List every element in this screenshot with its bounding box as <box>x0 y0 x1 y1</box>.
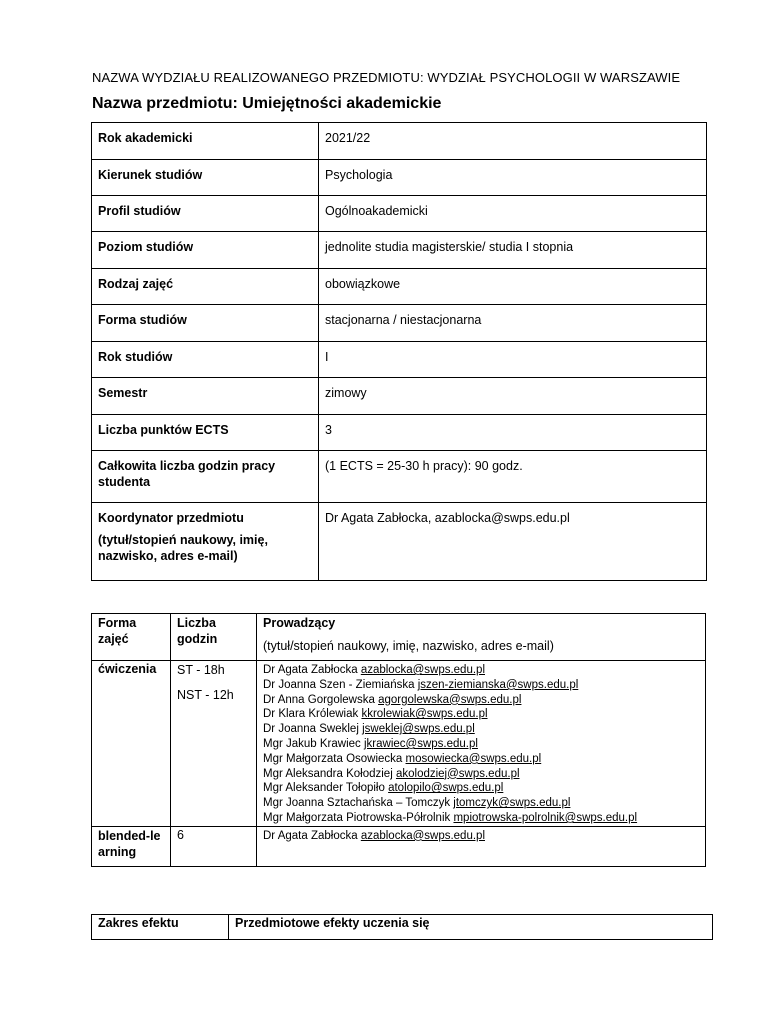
info-row <box>92 123 707 160</box>
table-row <box>92 826 706 866</box>
info-value: 3 <box>319 415 707 451</box>
info-row <box>92 415 707 451</box>
col-header-scope: Zakres efektu <box>92 915 229 940</box>
hours-cell <box>171 661 257 827</box>
info-row <box>92 196 707 232</box>
teacher-entry <box>263 829 699 844</box>
teacher-email-link[interactable]: agorgolewska@swps.edu.pl <box>378 693 522 706</box>
teacher-email-link[interactable]: atolopilo@swps.edu.pl <box>388 782 504 795</box>
teacher-email-link[interactable]: jtomczyk@swps.edu.pl <box>453 797 571 810</box>
teacher-email-link[interactable]: azablocka@swps.edu.pl <box>360 664 485 676</box>
teacher-entry <box>263 663 699 678</box>
form-cell: blended-learning <box>92 826 171 866</box>
info-row <box>92 232 707 269</box>
teacher-name: Mgr Małgorzata Osowiecka <box>263 752 403 765</box>
teacher-email-link[interactable]: jszen-ziemianska@swps.edu.pl <box>417 678 579 691</box>
teacher-name: Dr Joanna Sweklej <box>263 723 359 736</box>
course-info-table <box>91 122 707 581</box>
teacher-name: Dr Agata Zabłocka <box>263 829 358 842</box>
teacher-email-link[interactable]: akolodziej@swps.edu.pl <box>395 767 520 780</box>
subject-title: Nazwa przedmiotu: Umiejętności akademickie <box>92 95 442 112</box>
teacher-name: Dr Klara Królewiak <box>263 708 359 721</box>
teacher-entry <box>263 678 699 693</box>
teachers-header: Prowadzący <box>263 616 336 630</box>
faculty-name: NAZWA WYDZIAŁU REALIZOWANEGO PRZEDMIOTU: WYDZIAŁ PSYCHOLOGII W WARSZAWIE <box>92 70 681 85</box>
info-row-coordinator <box>92 503 707 581</box>
info-value: 2021/22 <box>319 123 707 160</box>
teacher-email-link[interactable]: kkrolewiak@swps.edu.pl <box>361 708 488 721</box>
teacher-name: Dr Joanna Szen - Ziemiańska <box>263 678 415 691</box>
teacher-entry <box>263 722 699 737</box>
info-value: jednolite studia magisterskie/ studia I stopnia <box>319 232 707 269</box>
coordinator-sublabel: (tytuł/stopień naukowy, imię, nazwisko, adres e-mail) <box>98 533 268 563</box>
forms-header-row <box>92 614 706 661</box>
info-value: obowiązkowe <box>319 269 707 305</box>
hours-cell: 6 <box>171 826 257 866</box>
info-label: Liczba punktów ECTS <box>92 415 319 451</box>
col-header-form: Forma zajęć <box>92 614 171 661</box>
learning-effects-table <box>91 914 713 940</box>
col-header-effects: Przedmiotowe efekty uczenia się <box>229 915 713 940</box>
info-row <box>92 269 707 305</box>
info-row <box>92 305 707 342</box>
teacher-name: Mgr Joanna Sztachańska – Tomczyk <box>263 797 451 810</box>
info-row <box>92 342 707 378</box>
teacher-name: Dr Agata Zabłocka <box>263 664 358 676</box>
teacher-name: Dr Anna Gorgolewska <box>263 693 375 706</box>
teacher-name: Mgr Jakub Krawiec <box>263 737 361 750</box>
col-header-teachers <box>257 614 706 661</box>
class-forms-table <box>91 613 706 867</box>
info-label: Kierunek studiów <box>92 160 319 196</box>
info-row <box>92 160 707 196</box>
info-value: Dr Agata Zabłocka, azablocka@swps.edu.pl <box>319 503 707 581</box>
hours-nst: NST - 12h <box>177 688 234 702</box>
info-label: Rok akademicki <box>92 123 319 160</box>
info-label: Rodzaj zajęć <box>92 269 319 305</box>
info-value: Psychologia <box>319 160 707 196</box>
col-header-hours: Liczba godzin <box>171 614 257 661</box>
table-row <box>92 661 706 827</box>
teachers-cell <box>257 826 706 866</box>
info-label: Rok studiów <box>92 342 319 378</box>
info-value: zimowy <box>319 378 707 415</box>
info-row <box>92 378 707 415</box>
info-label: Forma studiów <box>92 305 319 342</box>
effects-header-row <box>92 915 713 940</box>
hours-st: ST - 18h <box>177 663 225 677</box>
info-label <box>92 503 319 581</box>
teacher-entry <box>263 781 699 796</box>
teacher-email-link[interactable]: jkrawiec@swps.edu.pl <box>364 737 478 750</box>
teacher-entry <box>263 752 699 767</box>
info-label: Poziom studiów <box>92 232 319 269</box>
info-value: Ogólnoakademicki <box>319 196 707 232</box>
teacher-entry <box>263 693 699 708</box>
teacher-entry <box>263 767 699 782</box>
teacher-email-link[interactable]: jsweklej@swps.edu.pl <box>362 723 475 736</box>
teachers-cell <box>257 661 706 827</box>
teacher-name: Mgr Aleksandra Kołodziej <box>263 767 393 780</box>
teachers-header-sub: (tytuł/stopień naukowy, imię, nazwisko, adres e-mail) <box>263 639 554 653</box>
teacher-entry <box>263 811 699 826</box>
teacher-name: Mgr Małgorzata Piotrowska-Półrolnik <box>263 811 451 824</box>
form-cell: ćwiczenia <box>92 661 171 827</box>
info-label: Semestr <box>92 378 319 415</box>
teacher-entry <box>263 707 699 722</box>
info-row <box>92 451 707 503</box>
teacher-email-link[interactable]: azablocka@swps.edu.pl <box>360 829 485 842</box>
teacher-entry <box>263 796 699 811</box>
teacher-entry <box>263 737 699 752</box>
info-value: (1 ECTS = 25-30 h pracy): 90 godz. <box>319 451 707 503</box>
info-value: stacjonarna / niestacjonarna <box>319 305 707 342</box>
teacher-email-link[interactable]: mosowiecka@swps.edu.pl <box>405 752 542 765</box>
teacher-name: Mgr Aleksander Tołopiło <box>263 782 385 795</box>
info-label: Profil studiów <box>92 196 319 232</box>
coordinator-label: Koordynator przedmiotu <box>98 511 244 525</box>
info-label: Całkowita liczba godzin pracy studenta <box>92 451 319 503</box>
info-value: I <box>319 342 707 378</box>
teacher-email-link[interactable]: mpiotrowska-polrolnik@swps.edu.pl <box>453 811 638 824</box>
